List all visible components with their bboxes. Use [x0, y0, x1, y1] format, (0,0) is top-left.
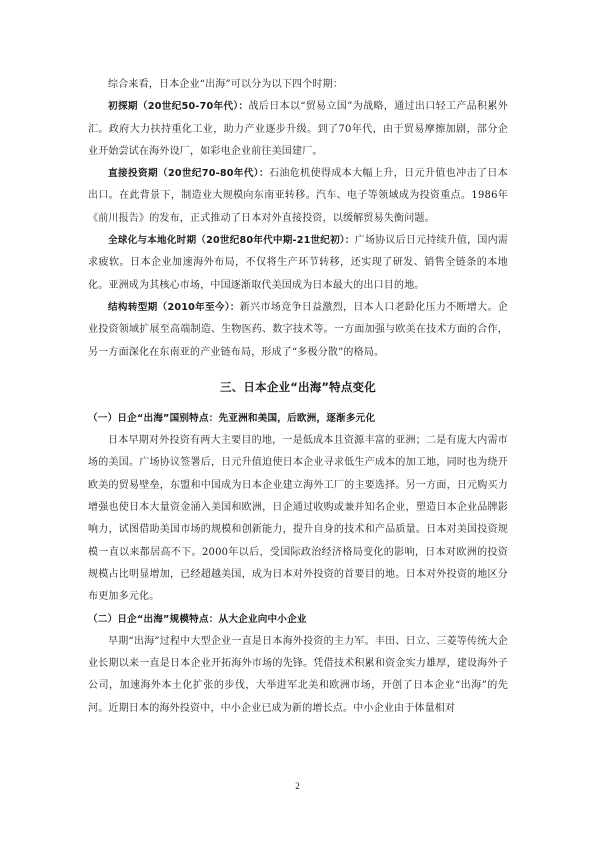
period-label: 初探期（20世纪50-70年代）： [108, 101, 249, 113]
intro-paragraph: 综合来看，日本企业“出海”可以分为以下四个时期： [108, 79, 344, 90]
subsection-heading-2: （二）日企“出海”规模特点：从大企业向中小企业 [88, 613, 307, 625]
period-text: 新兴市场竞争日益激烈，日本人口老龄化压力不断增大。企业投资领域扩展至高端制造、生物医药、数字技术等。一方面加强与欧美在技术方面的合作，另一方面深化在东南亚的产业链布局，形成了“多极分散”的格局。 [88, 301, 509, 358]
period-paragraph-4 [88, 297, 508, 364]
subsection-heading-1: （一）日企“出海”国别特点：先亚洲和美国，后欧洲，逐渐多元化 [88, 412, 376, 424]
period-text: 石油危机使得成本大幅上升，日元升值也冲击了日本出口。在此背景下，制造业大规模向东南亚转移。汽车、电子等领域成为投资重点。1986年《前川报告》的发布，正式推动了日本对外直接投资，以缓解贸易失衡问题。 [88, 168, 508, 224]
period-label: 直接投资期（20世纪70-80年代）： [108, 168, 269, 180]
subsection-paragraph-1: 日本早期对外投资有两大主要目的地，一是低成本且资源丰富的亚洲；二是有庞大内需市场的美国。广场协议签署后，日元升值迫使日本企业寻求低生产成本的加工地，同时也为绕开欧美的贸易壁垒，东盟和中国成为日本企业建立海外工厂的主要选择。另一方面，日元购买力增强也使日本大量资金涌入美国和欧洲，日企通过收购或兼并知名企业，塑造日本企业品牌影响力，试图借助美国市场的规模和创新能力，提升自身的技术和产品质量。日本对美国投资规模一直以来都居高不下。2000年以后，受国际政治经济格局变化的影响，日本对欧洲的投资规模占比明显增加，已经超越美国，成为日本对外投资的首要目的地。日本对外投资的地区分布更加多元化。 [88, 435, 508, 603]
period-paragraph-2 [88, 163, 508, 230]
section-heading: 三、日本企业“出海”特点变化 [220, 379, 376, 394]
page-body [88, 74, 508, 720]
period-paragraph-3 [88, 230, 508, 297]
period-text: 战后日本以“贸易立国”为战略，通过出口轻工产品积累外汇。政府大力扶持重化工业，助力产业逐步升级。到了70年代，由于贸易摩擦加剧，部分企业开始尝试在海外设厂，如彩电企业前往美国建厂。 [88, 101, 508, 157]
period-label: 全球化与本地化时期（20世纪80年代中期-21世纪初）： [108, 235, 355, 247]
period-paragraph-1 [88, 96, 508, 163]
period-text: 广场协议后日元持续升值，国内需求疲软。日本企业加速海外布局，不仅将生产环节转移，还实现了研发、销售全链条的本地化。亚洲成为其核心市场，中国逐渐取代美国成为日本最大的出口目的地。 [88, 235, 509, 291]
subsection-paragraph-2: 早期“出海”过程中大型企业一直是日本海外投资的主力军。丰田、日立、三菱等传统大企业长期以来一直是日本企业开拓海外市场的先锋。凭借技术积累和资金实力雄厚，建设海外子公司，加速海外本土化扩张的步伐，大举进军北美和欧洲市场，开创了日本企业“出海”的先河。近期日本的海外投资中，中小企业已成为新的增长点。中小企业由于体量相对 [88, 635, 508, 714]
page-number: 2 [295, 781, 300, 791]
period-label: 结构转型期（2010年至今）： [108, 301, 240, 313]
